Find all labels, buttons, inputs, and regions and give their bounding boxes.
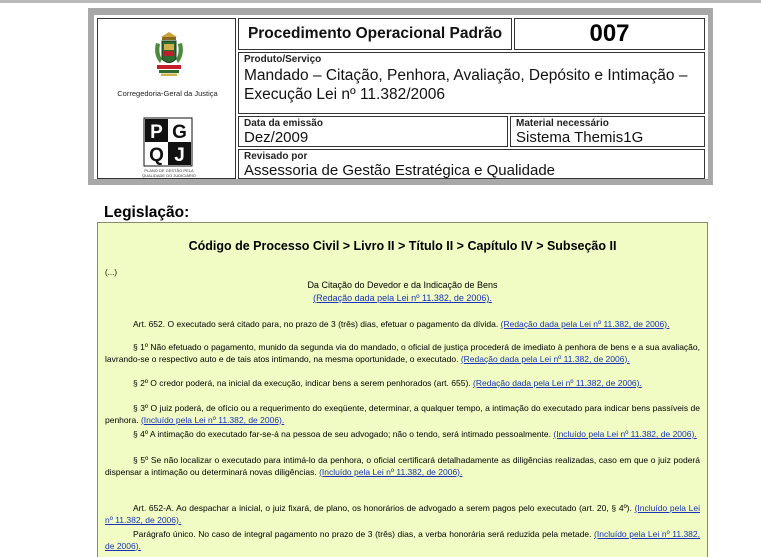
- header-table: [94, 15, 708, 179]
- legislation-heading: Legislação:: [104, 204, 190, 221]
- law-reference-link[interactable]: (Redação dada pela Lei nº 11.382, de 2006).: [460, 353, 630, 364]
- law-reference-link[interactable]: (Incluído pela Lei nº 11.382, de 2006).: [140, 414, 285, 425]
- product-label: Produto/Serviço: [244, 54, 322, 65]
- material-label: Material necessário: [516, 118, 609, 129]
- law-reference-link[interactable]: (Incluído pela Lei nº 11.382, de 2006).: [553, 429, 697, 439]
- paragraph-text: Parágrafo único. No caso de integral pagamento no prazo de 3 (três) dias, a verba honorária será reduzida pela metade.: [133, 529, 592, 539]
- material-cell: [510, 116, 705, 147]
- pgq-letter-p: P: [150, 122, 163, 143]
- law-reference-link[interactable]: (Redação dada pela Lei nº 11.382, de 2006).: [500, 319, 670, 329]
- paragraph-text: Art. 652. O executado será citado para, no prazo de 3 (três) dias, efetuar o pagamento da dívida.: [133, 319, 499, 329]
- issue-date-cell: [238, 116, 508, 147]
- paragraph-text: Art. 652-A. Ao despachar a inicial, o juiz fixará, de plano, os honorários de advogado a serem pagos pelo executado (art. 20, § 4º).: [133, 503, 632, 513]
- paragraph-text: § 3º O juiz poderá, de ofício ou a requerimento do exeqüente, determinar, a qualquer tempo, a intimação do executado para indicar bens passíveis de penhora.: [105, 403, 700, 425]
- procedure-title: Procedimento Operacional Padrão: [238, 18, 512, 50]
- product-value: Mandado – Citação, Penhora, Avaliação, Depósito e Intimação – Execução Lei nº 11.382/2006: [244, 67, 688, 103]
- article-652-a: [105, 503, 700, 526]
- section-note-link[interactable]: (Redação dada pela Lei nº 11.382, de 2006).: [313, 293, 492, 303]
- legislation-box: [97, 222, 708, 557]
- paragraph-text: § 2º O credor poderá, na inicial da execução, indicar bens a serem penhorados (art. 655).: [133, 378, 471, 388]
- law-reference-link[interactable]: (Redação dada pela Lei nº 11.382, de 2006).: [473, 378, 642, 388]
- logo-cell: [97, 18, 236, 179]
- code-breadcrumb: Código de Processo Civil > Livro II > Título II > Capítulo IV > Subseção II: [188, 239, 617, 253]
- procedure-number: 007: [514, 18, 705, 50]
- paragraph-2: [105, 378, 700, 390]
- pgq-letter-q: Q: [149, 145, 164, 166]
- pgq-letter-g: G: [172, 122, 187, 143]
- material-value: Sistema Themis1G: [516, 129, 644, 146]
- issue-date-label: Data da emissão: [244, 118, 323, 129]
- paragraph-text: § 1º Não efetuado o pagamento, munido da segunda via do mandado, o oficial de justiça procederá de imediato à penhora de bens e a sua avaliação, lavrando-se o respectivo auto e de tais atos intimando, na mesma oportunidade, o executado.: [105, 342, 700, 364]
- section-note-wrap: [98, 293, 707, 303]
- paragraph-text: § 5º Se não localizar o executado para intimá-lo da penhora, o oficial certificará detalhadamente as diligências realizadas, caso em que o juiz poderá dispensar a intimação ou determinará novas diligências.: [105, 455, 700, 477]
- law-reference-link[interactable]: (Incluído pela Lei nº 11.382, de 2006).: [105, 503, 700, 525]
- ellipsis: (...): [105, 268, 117, 277]
- paragraph-4: [105, 429, 700, 441]
- top-divider: [0, 0, 761, 3]
- product-service-cell: [238, 52, 705, 114]
- paragraph-5: [105, 455, 700, 478]
- pgqj-logo-icon: [143, 117, 193, 167]
- revised-label: Revisado por: [244, 151, 308, 162]
- pgq-caption: PLANO DE GESTÃO PELA QUALIDADE DO JUDICIÁRIO: [141, 168, 196, 178]
- revised-value: Assessoria de Gestão Estratégica e Qualidade: [244, 162, 556, 179]
- org-name: Corregedoria-Geral da Justiça: [117, 89, 218, 98]
- paragraph-1: [105, 342, 700, 365]
- revised-by-cell: [238, 149, 705, 179]
- paragraph-text: § 4º A intimação do executado far-se-á na pessoa de seu advogado; não o tendo, será intimado pessoalmente.: [133, 429, 551, 439]
- law-reference-link[interactable]: (Incluído pela Lei nº 11.382, de 2006).: [319, 466, 463, 477]
- article-652: [105, 319, 700, 331]
- coat-of-arms-icon: [153, 31, 185, 77]
- law-reference-link[interactable]: (Incluído pela Lei nº 11.382, de 2006).: [105, 529, 700, 551]
- section-title: Da Citação do Devedor e da Indicação de Bens: [307, 280, 498, 290]
- sole-paragraph: [105, 529, 700, 552]
- document-header: [88, 8, 713, 185]
- pgq-letter-j: J: [174, 145, 185, 166]
- issue-date-value: Dez/2009: [244, 129, 309, 146]
- paragraph-3: [105, 403, 700, 426]
